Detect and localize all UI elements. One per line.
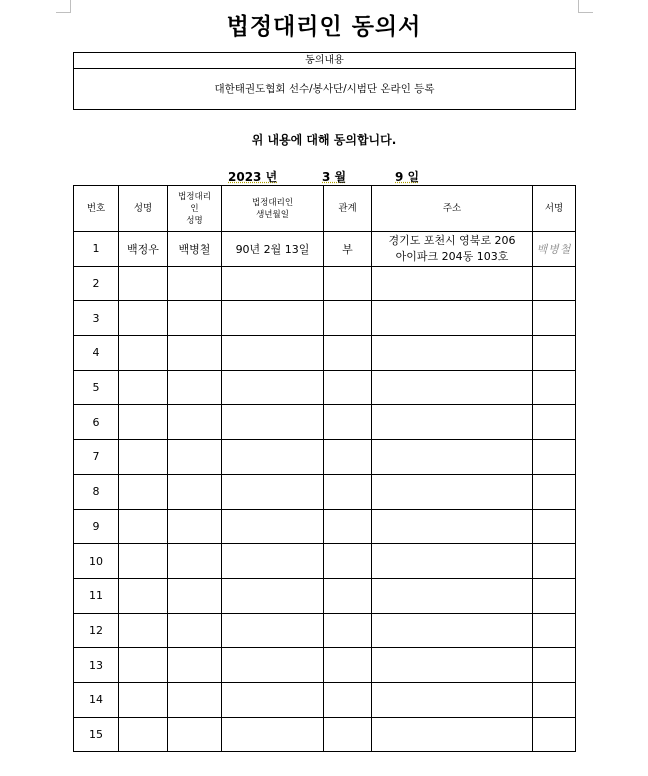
header-guardian-name-line3: 성명 xyxy=(186,215,203,226)
guardian-name-cell xyxy=(168,370,222,405)
student-name-cell xyxy=(119,682,168,717)
header-relation: 관계 xyxy=(324,186,372,232)
header-guardian-birth-line1: 법정대리인 xyxy=(251,197,294,208)
guardian-name-cell xyxy=(168,336,222,371)
student-name-cell xyxy=(119,648,168,683)
guardian-name-cell xyxy=(168,440,222,475)
student-name-cell xyxy=(119,405,168,440)
address-cell xyxy=(372,717,533,752)
header-number: 번호 xyxy=(74,186,119,232)
table-row xyxy=(74,717,576,752)
signature-cell xyxy=(533,336,576,371)
address-cell xyxy=(372,336,533,371)
guardian-birthdate-cell: 90년 2월 13일 xyxy=(222,232,324,267)
address-line2: 아이파크 204동 103호 xyxy=(395,249,509,263)
guardian-name-cell xyxy=(168,509,222,544)
relation-cell xyxy=(324,370,372,405)
consent-content-box xyxy=(73,52,576,110)
guardian-birthdate-cell xyxy=(222,301,324,336)
relation-cell xyxy=(324,474,372,509)
header-guardian-birth-line2: 생년월일 xyxy=(256,209,289,220)
row-number-cell: 12 xyxy=(74,613,119,648)
guardian-name-cell xyxy=(168,301,222,336)
table-row xyxy=(74,301,576,336)
row-number-cell: 8 xyxy=(74,474,119,509)
signature-cell xyxy=(533,440,576,475)
guardian-name-cell xyxy=(168,682,222,717)
date-day: 9 일 xyxy=(395,170,420,184)
table-row xyxy=(74,266,576,301)
consent-content-header: 동의내용 xyxy=(74,53,575,69)
guardian-birthdate-cell xyxy=(222,648,324,683)
signature-cell xyxy=(533,370,576,405)
table-row xyxy=(74,682,576,717)
address-cell xyxy=(372,544,533,579)
student-name-cell xyxy=(119,336,168,371)
address-cell xyxy=(372,613,533,648)
header-signature: 서명 xyxy=(533,186,576,232)
row-number-cell: 1 xyxy=(74,232,119,267)
signature-cell xyxy=(533,509,576,544)
table-row xyxy=(74,232,576,267)
relation-cell xyxy=(324,613,372,648)
table-row xyxy=(74,509,576,544)
header-guardian-name-line1: 법정대리 xyxy=(178,191,211,202)
relation-cell xyxy=(324,405,372,440)
student-name-cell xyxy=(119,509,168,544)
signature-cell xyxy=(533,613,576,648)
row-number-cell: 15 xyxy=(74,717,119,752)
student-name-cell xyxy=(119,440,168,475)
guardian-name-cell xyxy=(168,405,222,440)
relation-cell xyxy=(324,648,372,683)
guardian-birthdate-cell xyxy=(222,440,324,475)
guardian-name-cell: 백병철 xyxy=(168,232,222,267)
row-number-cell: 10 xyxy=(74,544,119,579)
address-cell xyxy=(372,474,533,509)
student-name-cell: 백정우 xyxy=(119,232,168,267)
row-number-cell: 14 xyxy=(74,682,119,717)
address-line1: 경기도 포천시 영북로 206 xyxy=(388,233,516,247)
relation-cell: 부 xyxy=(324,232,372,267)
row-number-cell: 2 xyxy=(74,266,119,301)
signature-cell xyxy=(533,648,576,683)
signature-cell xyxy=(533,474,576,509)
table-header-row xyxy=(74,186,576,232)
guardian-birthdate-cell xyxy=(222,682,324,717)
guardian-birthdate-cell xyxy=(222,717,324,752)
row-number-cell: 3 xyxy=(74,301,119,336)
guardian-birthdate-cell xyxy=(222,544,324,579)
consent-content-body: 대한태권도협회 선수/봉사단/시범단 온라인 등록 xyxy=(214,83,435,95)
guardian-name-cell xyxy=(168,648,222,683)
student-name-cell xyxy=(119,370,168,405)
table-row xyxy=(74,336,576,371)
address-cell xyxy=(372,370,533,405)
guardian-birthdate-cell xyxy=(222,405,324,440)
guardian-birthdate-cell xyxy=(222,336,324,371)
table-row xyxy=(74,613,576,648)
guardian-name-cell xyxy=(168,544,222,579)
relation-cell xyxy=(324,682,372,717)
relation-cell xyxy=(324,301,372,336)
guardian-birthdate-cell xyxy=(222,509,324,544)
student-name-cell xyxy=(119,301,168,336)
address-cell xyxy=(372,648,533,683)
row-number-cell: 4 xyxy=(74,336,119,371)
signature-cell xyxy=(533,266,576,301)
table-row xyxy=(74,578,576,613)
address-cell xyxy=(372,578,533,613)
signature-cell xyxy=(533,301,576,336)
address-cell xyxy=(372,682,533,717)
relation-cell xyxy=(324,509,372,544)
signature-cell: 백병철 xyxy=(533,232,576,267)
guardian-birthdate-cell xyxy=(222,474,324,509)
row-number-cell: 13 xyxy=(74,648,119,683)
table-row xyxy=(74,474,576,509)
guardian-name-cell xyxy=(168,578,222,613)
guardian-name-cell xyxy=(168,613,222,648)
row-number-cell: 5 xyxy=(74,370,119,405)
relation-cell xyxy=(324,336,372,371)
table-body xyxy=(74,232,576,752)
signature-cell xyxy=(533,405,576,440)
relation-cell xyxy=(324,717,372,752)
row-number-cell: 9 xyxy=(74,509,119,544)
guardian-name-cell xyxy=(168,717,222,752)
address-cell xyxy=(372,232,533,267)
table-row xyxy=(74,648,576,683)
header-address: 주소 xyxy=(372,186,533,232)
guardian-name-cell xyxy=(168,474,222,509)
guardian-birthdate-cell xyxy=(222,266,324,301)
student-name-cell xyxy=(119,578,168,613)
address-cell xyxy=(372,266,533,301)
address-cell xyxy=(372,301,533,336)
table-row xyxy=(74,405,576,440)
student-name-cell xyxy=(119,474,168,509)
guardian-birthdate-cell xyxy=(222,578,324,613)
header-guardian-birthdate xyxy=(222,186,324,232)
guardian-birthdate-cell xyxy=(222,613,324,648)
row-number-cell: 7 xyxy=(74,440,119,475)
student-name-cell xyxy=(119,717,168,752)
signature-cell xyxy=(533,682,576,717)
row-number-cell: 6 xyxy=(74,405,119,440)
signature-cell xyxy=(533,717,576,752)
student-name-cell xyxy=(119,544,168,579)
consent-table xyxy=(73,185,576,752)
address-cell xyxy=(372,440,533,475)
date-month: 3 월 xyxy=(322,170,347,184)
agreement-statement: 위 내용에 대해 동의합니다. xyxy=(251,133,397,147)
address-cell xyxy=(372,405,533,440)
relation-cell xyxy=(324,578,372,613)
document-title: 법정대리인 동의서 xyxy=(226,13,422,40)
relation-cell xyxy=(324,266,372,301)
header-name: 성명 xyxy=(119,186,168,232)
student-name-cell xyxy=(119,266,168,301)
table-row xyxy=(74,544,576,579)
table-row xyxy=(74,370,576,405)
header-guardian-name xyxy=(168,186,222,232)
relation-cell xyxy=(324,544,372,579)
date-year: 2023 년 xyxy=(228,170,278,184)
guardian-name-cell xyxy=(168,266,222,301)
row-number-cell: 11 xyxy=(74,578,119,613)
address-cell xyxy=(372,509,533,544)
relation-cell xyxy=(324,440,372,475)
guardian-birthdate-cell xyxy=(222,370,324,405)
header-guardian-name-line2: 인 xyxy=(190,203,199,214)
table-row xyxy=(74,440,576,475)
signature-cell xyxy=(533,578,576,613)
signature-cell xyxy=(533,544,576,579)
student-name-cell xyxy=(119,613,168,648)
